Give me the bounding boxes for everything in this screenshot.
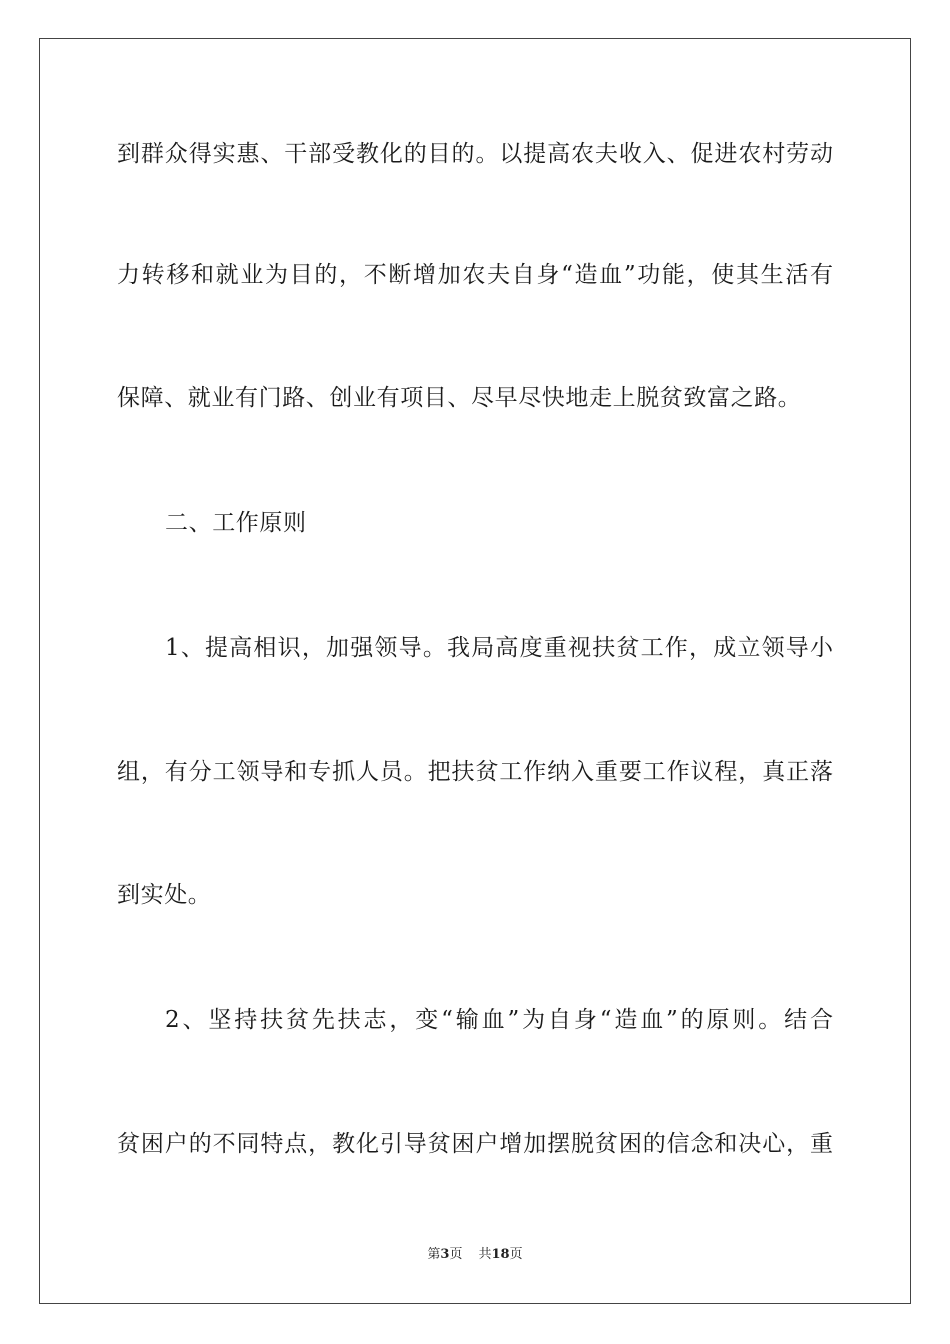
body-line-6: 组，有分工领导和专抓人员。把扶贫工作纳入重要工作议程，真正落: [117, 759, 833, 785]
body-line-2: 力转移和就业为目的，不断增加农夫自身“造血”功能，使其生活有: [117, 262, 833, 288]
page-footer: [0, 1246, 950, 1264]
body-line-7: 到实处。: [117, 882, 212, 908]
footer-page-prefix: 第: [427, 1247, 441, 1262]
footer-total-suffix: 页: [509, 1247, 523, 1262]
body-line-9: 贫困户的不同特点，教化引导贫困户增加摆脱贫困的信念和决心，重: [117, 1131, 833, 1157]
footer-total-number: 18: [491, 1247, 510, 1262]
footer-page-suffix: 页: [449, 1247, 463, 1262]
body-line-8: 2、坚持扶贫先扶志，变“输血”为自身“造血”的原则。结合: [165, 1007, 833, 1033]
footer-total-prefix: 共: [478, 1247, 492, 1262]
footer-page-number: 3: [440, 1247, 450, 1262]
page-border: [39, 38, 911, 1304]
section-heading: 二、工作原则: [165, 510, 307, 536]
body-line-5: 1、提高相识，加强领导。我局高度重视扶贫工作，成立领导小: [165, 635, 833, 661]
body-line-3: 保障、就业有门路、创业有项目、尽早尽快地走上脱贫致富之路。: [117, 385, 802, 411]
body-line-1: 到群众得实惠、干部受教化的目的。以提高农夫收入、促进农村劳动: [117, 141, 833, 167]
